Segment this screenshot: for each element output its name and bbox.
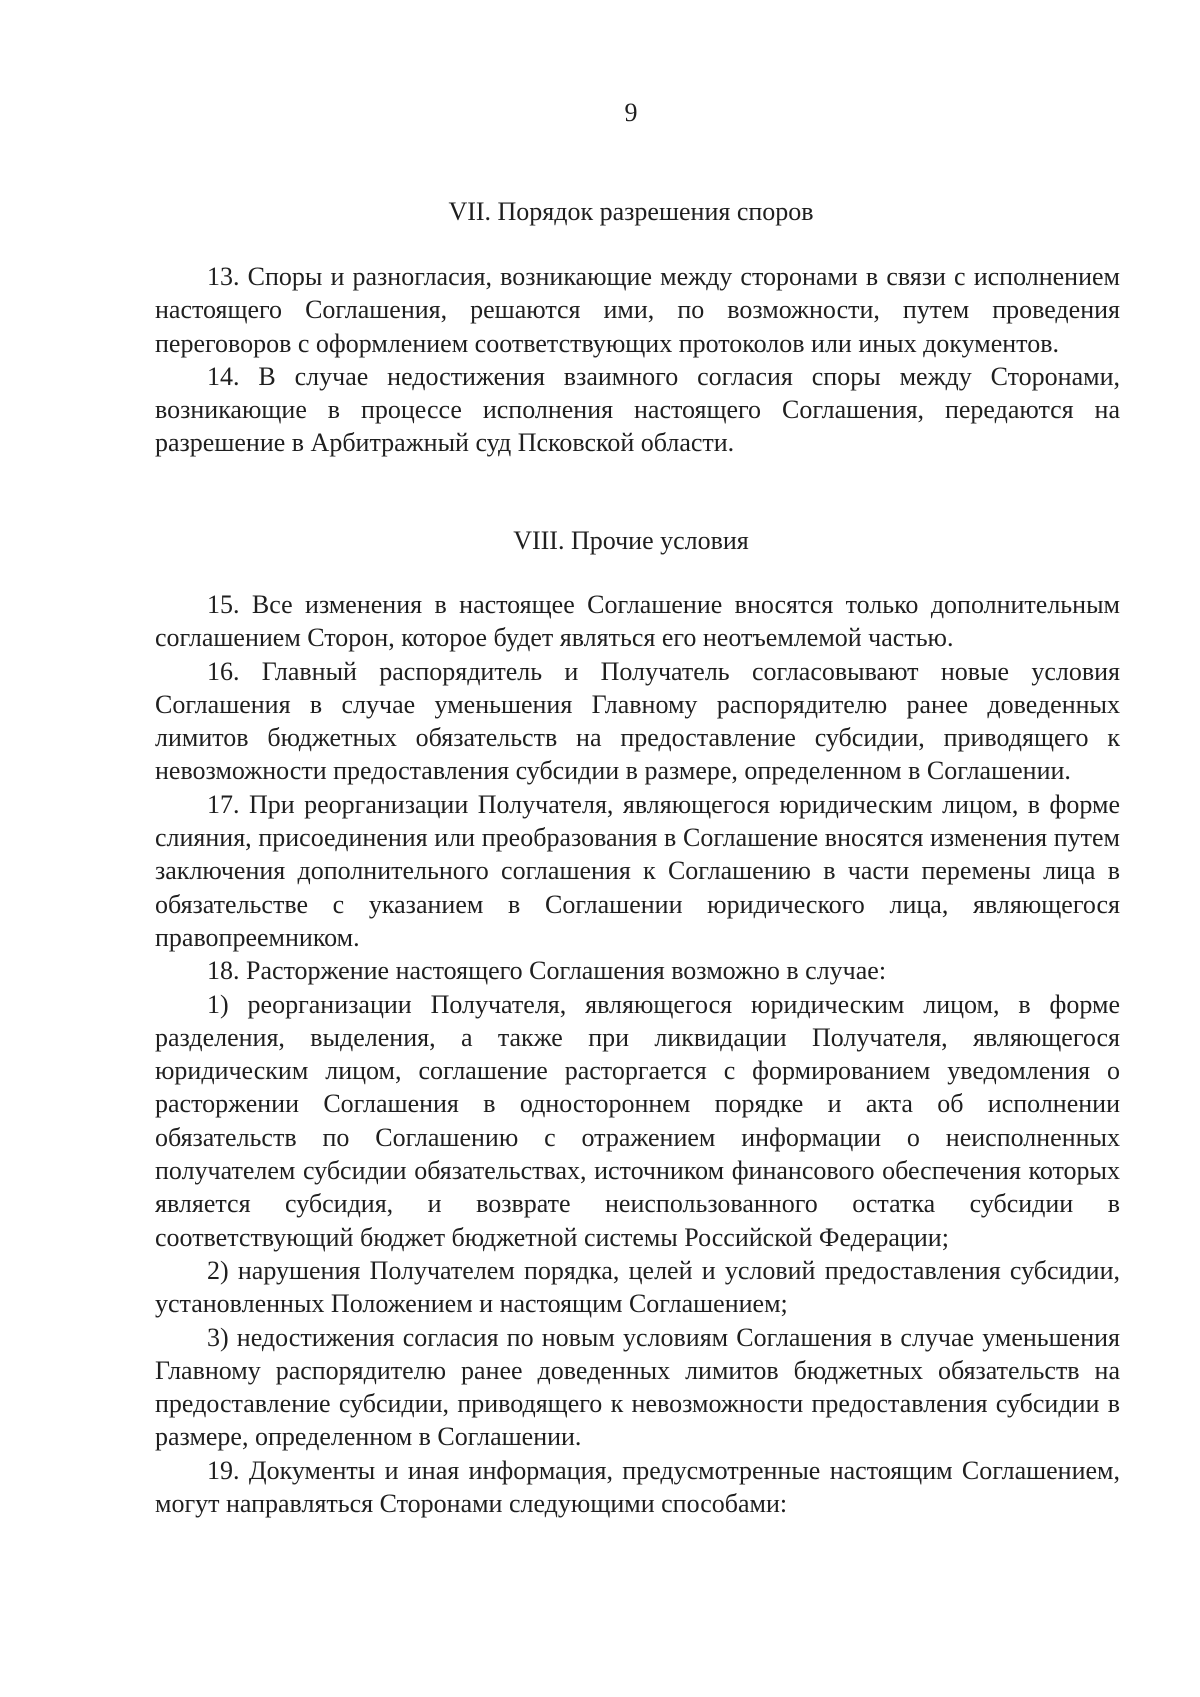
paragraph-14: 14. В случае недостижения взаимного согласия споры между Сторонами, возникающие в процессе исполнения настоящего Соглашения, передаются на разрешение в Арбитражный суд Псковской области. bbox=[155, 361, 1120, 458]
paragraph-18-item-3: 3) недостижения согласия по новым условиям Соглашения в случае уменьшения Главному распорядителю ранее доведенных лимитов бюджетных обязательств на предоставление субсидии, приводящего к невозможности предоставления субсидии в размере, определенном в Соглашении. bbox=[155, 1322, 1120, 1452]
page-number: 9 bbox=[624, 98, 638, 127]
paragraph-18-item-1: 1) реорганизации Получателя, являющегося юридическим лицом, в форме разделения, выделения, а также при ликвидации Получателя, являющегося юридическим лицом, соглашение расторгается с формированием уведомления о расторжении Соглашения в одностороннем порядке и акта об исполнении обязательств по Соглашению с отражением информации о неисполненных получателем субсидии обязательствах, источником финансового обеспечения которых является субсидия, и возврате неиспользованного остатка субсидии в соответствующий бюджет бюджетной системы Российской Федерации; bbox=[155, 989, 1120, 1252]
paragraph-15: 15. Все изменения в настоящее Соглашение вносятся только дополнительным соглашением Сторон, которое будет являться его неотъемлемой частью. bbox=[155, 590, 1120, 653]
paragraph-18-item-2: 2) нарушения Получателем порядка, целей и условий предоставления субсидии, установленных Положением и настоящим Соглашением; bbox=[155, 1255, 1120, 1319]
paragraph-13: 13. Споры и разногласия, возникающие между сторонами в связи с исполнением настоящего Соглашения, решаются ими, по возможности, путем проведения переговоров с оформлением соответствующих протоколов или иных документов. bbox=[155, 262, 1120, 358]
section-heading-disputes: VII. Порядок разрешения споров bbox=[448, 197, 814, 226]
section-disputes-body bbox=[155, 260, 1120, 460]
section-other-conditions-body bbox=[155, 588, 1120, 1520]
paragraph-16: 16. Главный распорядитель и Получатель согласовывают новые условия Соглашения в случае уменьшения Главному распорядителю ранее доведенных лимитов бюджетных обязательств на предоставление субсидии, приводящего к невозможности предоставления субсидии в размере, определенном в Соглашении. bbox=[155, 656, 1120, 786]
section-heading-other-conditions: VIII. Прочие условия bbox=[513, 526, 749, 555]
paragraph-19: 19. Документы и иная информация, предусмотренные настоящим Соглашением, могут направляться Сторонами следующими способами: bbox=[155, 1455, 1120, 1519]
paragraph-18: 18. Расторжение настоящего Соглашения возможно в случае: bbox=[207, 956, 887, 986]
paragraph-17: 17. При реорганизации Получателя, являющегося юридическим лицом, в форме слияния, присоединения или преобразования в Соглашение вносятся изменения путем заключения дополнительного соглашения к Соглашению в части перемены лица в обязательстве с указанием в Соглашении юридического лица, являющегося правопреемником. bbox=[155, 789, 1120, 952]
